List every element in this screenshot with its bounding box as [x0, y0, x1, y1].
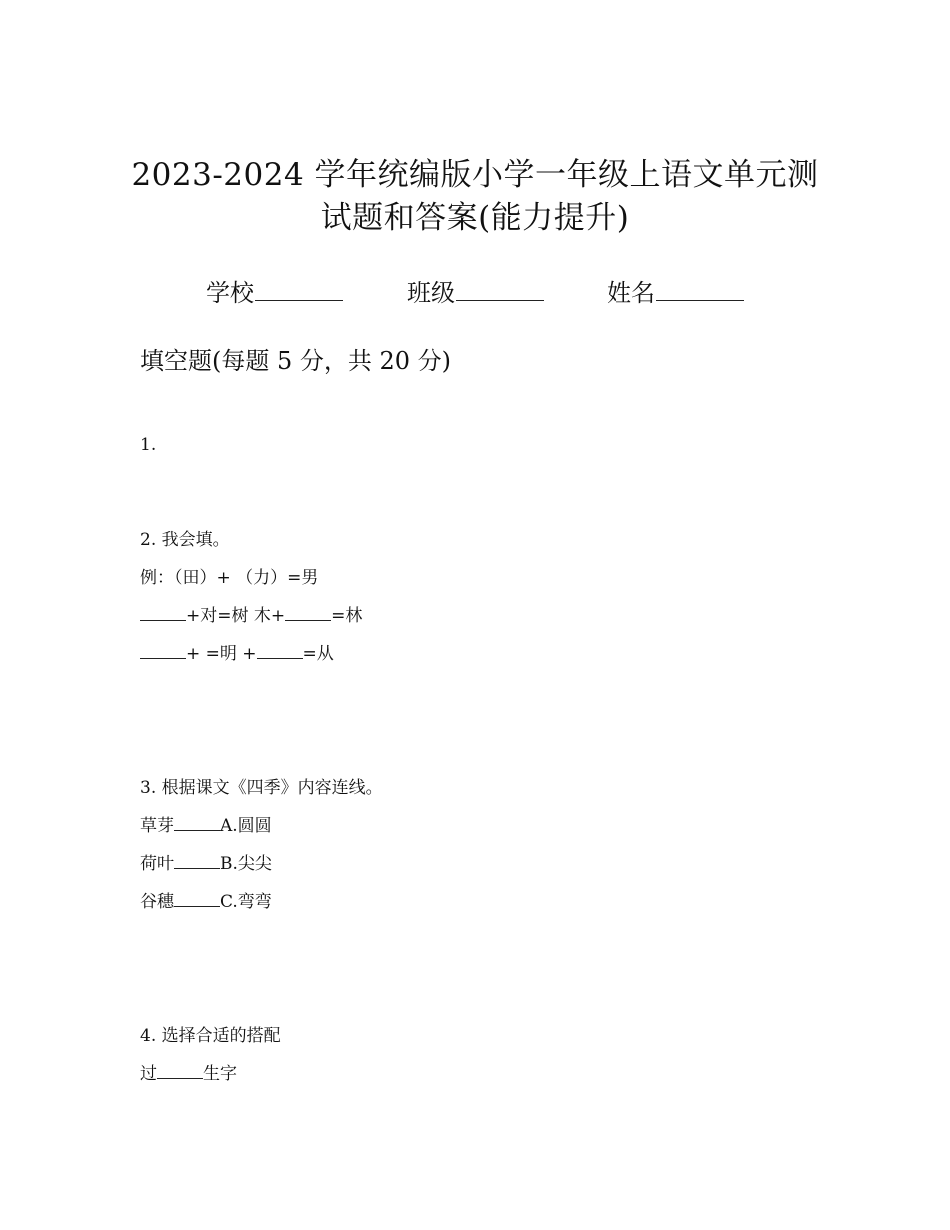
match-right: C.弯弯: [220, 892, 272, 912]
question-4-stem: 4. 选择合适的搭配: [140, 1026, 281, 1046]
section-heading: 填空题(每题 5 分，共 20 分): [140, 347, 452, 375]
q4-item-left: 过: [140, 1064, 157, 1084]
class-blank[interactable]: [456, 278, 544, 301]
q4-item-right: 生字: [203, 1064, 237, 1084]
match-left: 荷叶: [140, 854, 174, 874]
class-field[interactable]: [407, 276, 544, 310]
question-1-number: 1.: [140, 435, 157, 455]
answer-blank[interactable]: [140, 642, 186, 659]
exam-title-line1: 2023-2024 学年统编版小学一年级上语文单元测: [131, 157, 819, 193]
question-2-row-1: [140, 604, 362, 628]
answer-blank[interactable]: [174, 852, 220, 869]
name-blank[interactable]: [656, 278, 744, 301]
match-right: A.圆圆: [220, 816, 272, 836]
match-right: B.尖尖: [220, 854, 272, 874]
school-field[interactable]: [206, 276, 343, 310]
q2-row1-text-b: =林: [331, 606, 363, 626]
answer-blank[interactable]: [174, 814, 220, 831]
question-2-row-2: [140, 642, 334, 666]
name-label: 姓名: [607, 279, 655, 307]
answer-blank[interactable]: [157, 1062, 203, 1079]
q2-row1-text-a: +对=树 木+: [186, 606, 286, 626]
q2-row2-text-a: + =明 +: [186, 644, 257, 664]
question-3-stem: 3. 根据课文《四季》内容连线。: [140, 778, 383, 798]
matching-item: [140, 890, 272, 914]
answer-blank[interactable]: [257, 642, 303, 659]
question-4-item: [140, 1062, 237, 1086]
answer-blank[interactable]: [140, 604, 186, 621]
exam-title-line2: 试题和答案(能力提升): [320, 200, 630, 236]
answer-blank[interactable]: [174, 890, 220, 907]
q2-row2-text-b: =从: [302, 644, 334, 664]
matching-item: [140, 814, 272, 838]
name-field[interactable]: [607, 276, 744, 310]
match-left: 谷穗: [140, 892, 174, 912]
class-label: 班级: [407, 279, 455, 307]
question-2-stem: 2. 我会填。: [140, 530, 230, 550]
question-2-example: 例：（田）+ （力）=男: [140, 568, 319, 588]
match-left: 草芽: [140, 816, 174, 836]
answer-blank[interactable]: [285, 604, 331, 621]
school-blank[interactable]: [255, 278, 343, 301]
school-label: 学校: [206, 279, 254, 307]
matching-item: [140, 852, 272, 876]
